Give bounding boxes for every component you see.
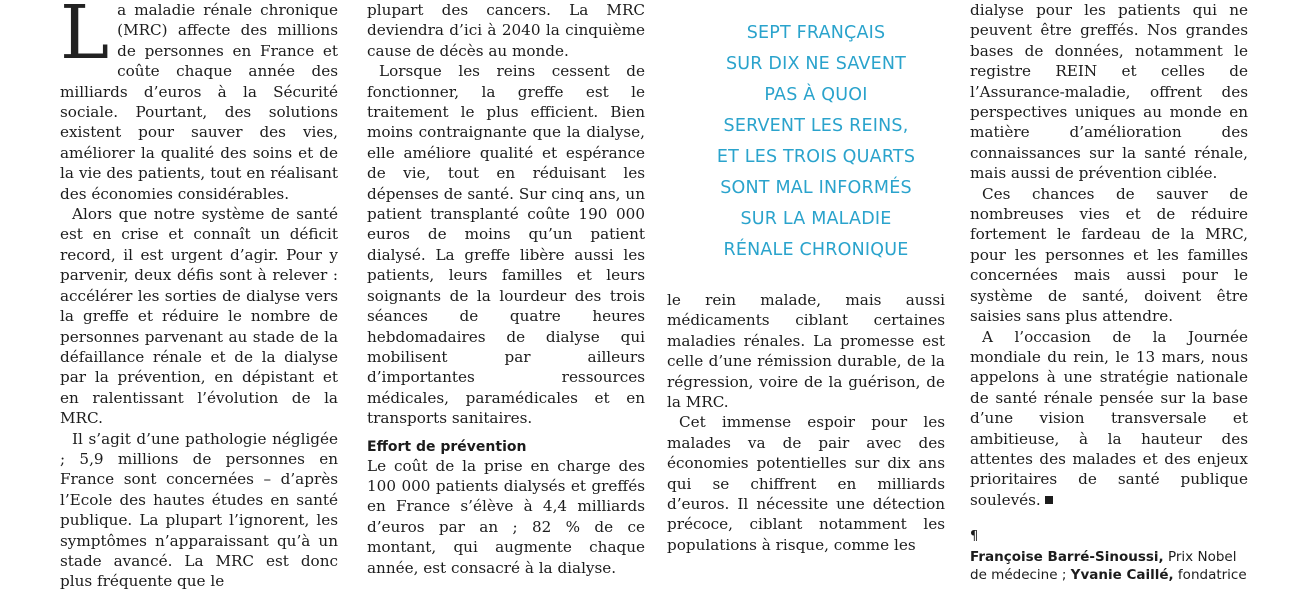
signature-block bbox=[970, 548, 1248, 584]
pull-quote-line: ET LES TROIS QUARTS bbox=[716, 147, 916, 167]
pull-quote-line: SERVENT LES REINS, bbox=[723, 116, 909, 136]
column-2 bbox=[367, 0, 645, 578]
pilcrow-icon: ¶ bbox=[970, 529, 979, 545]
author-name: Françoise Barré-Sinoussi, bbox=[970, 549, 1164, 566]
paragraph: Alors que notre système de santé est en crise et connaît un déficit record, il est urgent d’agir. Pour y parvenir, deux défis sont à relever : accélérer les sorties de dialyse vers la greffe et réduire le nombre de personnes parvenant au stade de la défaillance rénale et de la dialyse par la prévention, en dépistant et en ralentissant l’évolution de la MRC. bbox=[60, 205, 338, 428]
column-4 bbox=[970, 0, 1248, 584]
column-1 bbox=[60, 0, 338, 592]
pull-quote bbox=[690, 18, 942, 266]
paragraph: La maladie rénale chronique (MRC) affecte des millions de personnes en France et coûte chaque année des milliards d’euros à la Sécurité sociale. Pourtant, des solutions existent pour sauver des vies, améliorer la qualité des soins et de la vie des patients, tout en réalisant des économies considérables. bbox=[60, 0, 338, 203]
paragraph: Lorsque les reins cessent de fonctionner, la greffe est le traitement le plus efficient. Bien moins contraignante que la dialyse, elle améliore qualité et espérance de vie, tout en réduisant les dépenses de santé. Sur cinq ans, un patient transplanté coûte 190 000 euros de moins qu’un patient dialysé. La greffe libère aussi les patients, leurs familles et leurs soignants de la lourdeur des trois séances de quatre heures hebdomadaires de dialyse qui mobilisent par ailleurs d’importantes ressources médicales, paramédicales et en transports sanitaires. bbox=[367, 62, 645, 428]
paragraph: Il s’agit d’une pathologie négligée ; 5,9 millions de personnes en France sont concernées – d’après l’Ecole des hautes études en santé publique. La plupart l’ignorent, les symptômes n’apparaissant qu’à un stade avancé. La MRC est donc plus fréquente que le bbox=[60, 429, 338, 591]
paragraph: Le coût de la prise en charge des 100 000 patients dialysés et greffés en France s’élève à 4,4 milliards d’euros par an ; 82 % de ce montant, qui augmente chaque année, est consacré à la dialyse. bbox=[367, 456, 645, 577]
pull-quote-line: SEPT FRANÇAIS bbox=[746, 23, 886, 43]
pull-quote-line: PAS À QUOI bbox=[764, 85, 868, 105]
pull-quote-line: RÉNALE CHRONIQUE bbox=[723, 240, 909, 260]
paragraph: plupart des cancers. La MRC deviendra d’ici à 2040 la cinquième cause de décès au monde. bbox=[367, 1, 645, 60]
column-3 bbox=[667, 290, 945, 555]
author-name: Yvanie Caillé, bbox=[1070, 567, 1174, 584]
paragraph: A l’occasion de la Journée mondiale du rein, le 13 mars, nous appelons à une stratégie nationale de santé rénale pensée sur la base d’une vision transversale et ambitieuse, à la hauteur des attentes des malades et des enjeux prioritaires de santé publique soulevés. bbox=[970, 327, 1248, 509]
drop-cap: L bbox=[60, 0, 110, 76]
paragraph: le rein malade, mais aussi médicaments ciblant certaines maladies rénales. La promesse est celle d’une rémission durable, de la régression, voire de la guérison, de la MRC. bbox=[667, 291, 945, 412]
subheading: Effort de prévention bbox=[367, 438, 527, 455]
paragraph: Ces chances de sauver de nombreuses vies et de réduire fortement le fardeau de la MRC, pour les personnes et les familles concernées mais aussi pour le système de santé, doivent être saisies sans plus attendre. bbox=[970, 184, 1248, 326]
paragraph: dialyse pour les patients qui ne peuvent être greffés. Nos grandes bases de données, notamment le registre REIN et celles de l’Assurance-maladie, offrent des perspectives uniques au monde en matière d’amélioration des connaissances sur la santé rénale, mais aussi de prévention ciblée. bbox=[970, 1, 1248, 183]
author-title: Prix Nobel bbox=[1163, 549, 1237, 566]
pull-quote-line: SONT MAL INFORMÉS bbox=[720, 178, 912, 198]
pull-quote-line: SUR LA MALADIE bbox=[740, 209, 892, 229]
author-title: fondatrice bbox=[1173, 567, 1247, 584]
paragraph: Cet immense espoir pour les malades va de pair avec des économies potentielles sur dix ans qui se chiffrent en milliards d’euros. Il nécessite une détection précoce, ciblant notamment les populations à risque, comme les bbox=[667, 413, 945, 554]
pull-quote-line: SUR DIX NE SAVENT bbox=[725, 54, 907, 74]
author-title: de médecine ; bbox=[970, 567, 1067, 584]
